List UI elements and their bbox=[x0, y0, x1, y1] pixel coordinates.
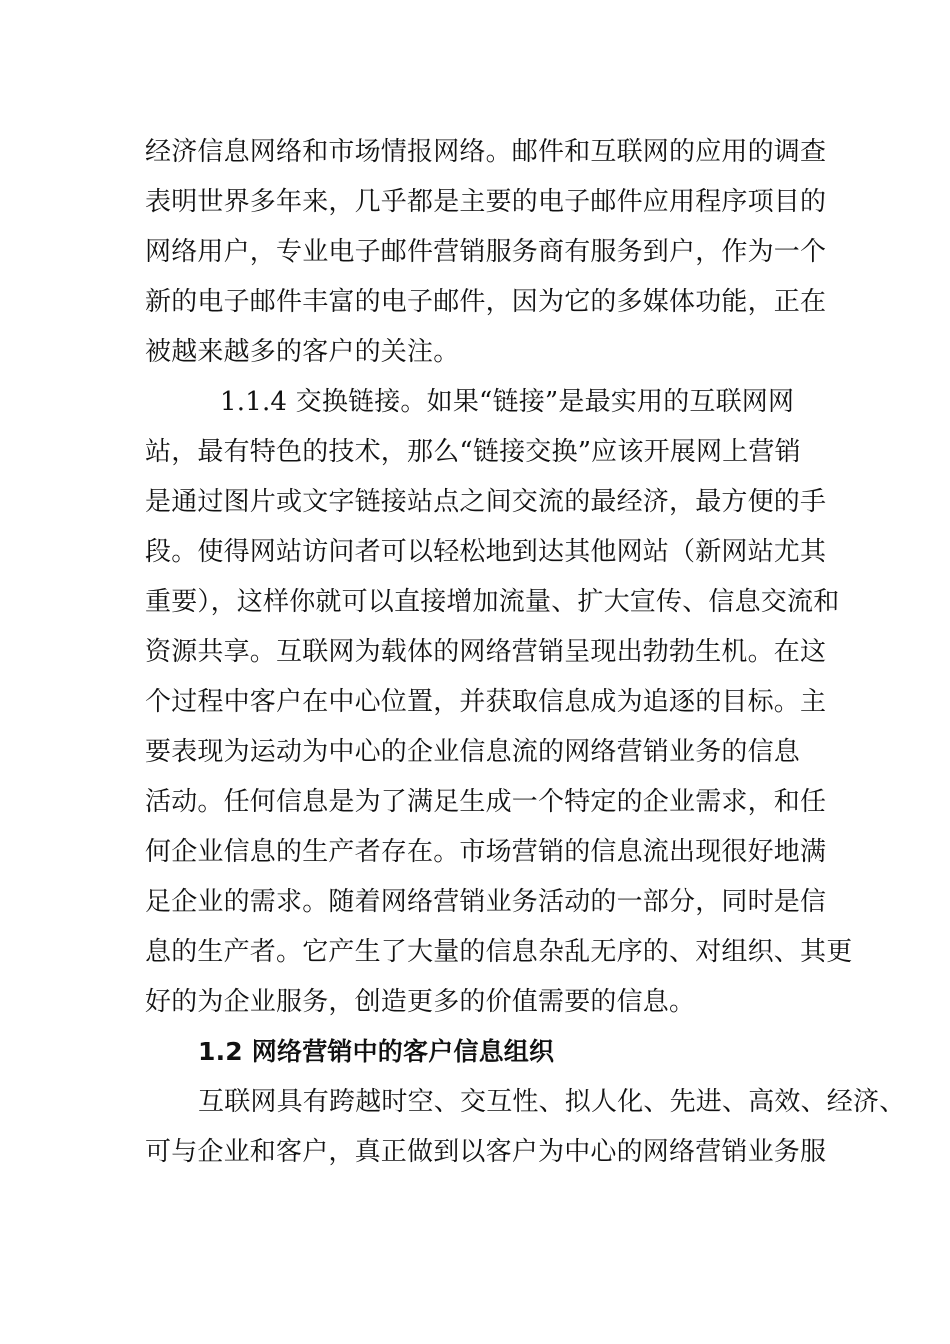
section-1-1-4-line: 1.1.4 交换链接。如果“链接”是最实用的互联网网 bbox=[220, 387, 795, 417]
text-line: 段。使得网站访问者可以轻松地到达其他网站（新网站尤其 bbox=[145, 537, 827, 567]
text-line: 资源共享。互联网为载体的网络营销呈现出勃勃生机。在这 bbox=[145, 637, 827, 667]
text-line: 站，最有特色的技术，那么“链接交换”应该开展网上营销 bbox=[145, 437, 801, 467]
text-line: 被越来越多的客户的关注。 bbox=[145, 337, 460, 367]
text-line: 足企业的需求。随着网络营销业务活动的一部分，同时是信 bbox=[145, 887, 827, 917]
text-line: 活动。任何信息是为了满足生成一个特定的企业需求，和任 bbox=[145, 787, 827, 817]
text-line: 好的为企业服务，创造更多的价值需要的信息。 bbox=[145, 987, 696, 1017]
text-line: 是通过图片或文字链接站点之间交流的最经济，最方便的手 bbox=[145, 487, 827, 517]
text-line: 表明世界多年来，几乎都是主要的电子邮件应用程序项目的 bbox=[145, 187, 827, 217]
text-line: 个过程中客户在中心位置，并获取信息成为追逐的目标。主 bbox=[145, 687, 827, 717]
text-line: 经济信息网络和市场情报网络。邮件和互联网的应用的调查 bbox=[145, 137, 827, 167]
text-line: 要表现为运动为中心的企业信息流的网络营销业务的信息 bbox=[145, 737, 801, 767]
text-line: 重要），这样你就可以直接增加流量、扩大宣传、信息交流和 bbox=[145, 587, 840, 617]
text-line: 息的生产者。它产生了大量的信息杂乱无序的、对组织、其更 bbox=[145, 937, 853, 967]
text-line: 新的电子邮件丰富的电子邮件，因为它的多媒体功能，正在 bbox=[145, 287, 827, 317]
section-heading: 1.2 网络营销中的客户信息组织 bbox=[198, 1037, 555, 1066]
text-line: 可与企业和客户，真正做到以客户为中心的网络营销业务服 bbox=[145, 1137, 827, 1167]
text-line: 互联网具有跨越时空、交互性、拟人化、先进、高效、经济、 bbox=[198, 1087, 906, 1117]
text-line: 网络用户，专业电子邮件营销服务商有服务到户，作为一个 bbox=[145, 237, 827, 267]
text-line: 何企业信息的生产者存在。市场营销的信息流出现很好地满 bbox=[145, 837, 827, 867]
